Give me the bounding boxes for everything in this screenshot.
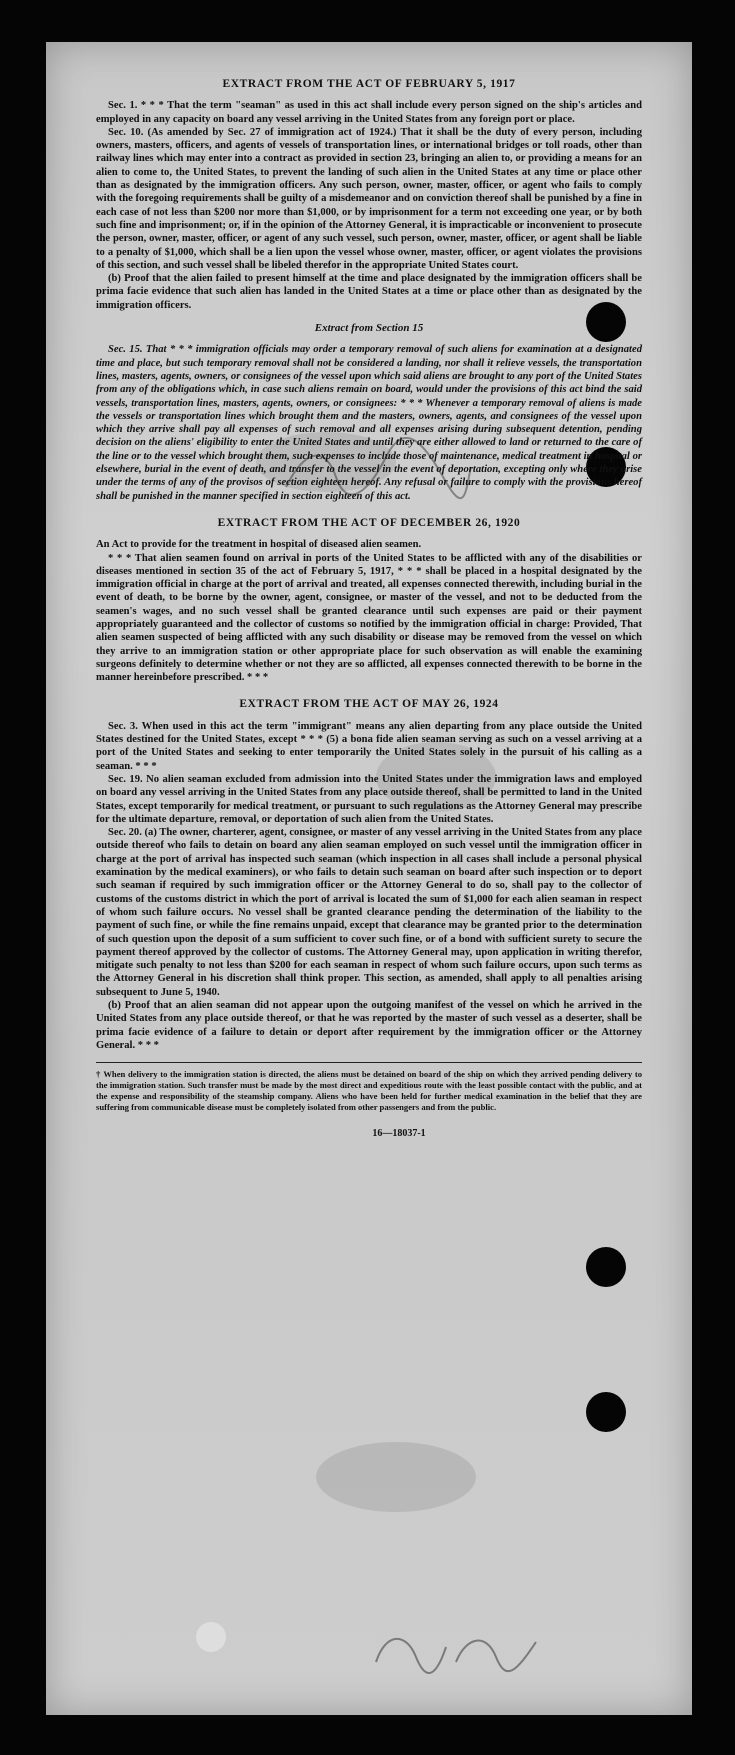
section-10-b: (b) Proof that the alien failed to present himself at the time and place designated by the immigration officers shall be prima facie evidence that such alien has landed in the United States at a time or place other than as designated by the immigration officers. xyxy=(96,273,642,311)
heading-act-1920: EXTRACT FROM THE ACT OF DECEMBER 26, 1920 xyxy=(217,516,521,529)
punch-hole xyxy=(586,1392,626,1432)
section-3: Sec. 3. When used in this act the term "immigrant" means any alien departing from any place outside the United States destined for the United States, except * * * (5) a bona fide alien seaman serving as such on a vessel arriving at a port of the United States and seeking to enter temporarily the United States solely in the pursuit of his calling as a seaman. * * * xyxy=(96,720,642,772)
section-20-b: (b) Proof that an alien seaman did not appear upon the outgoing manifest of the vessel on which he arrived in the United States from any place outside thereof, or that he was reported by the master of such vessel as a deserter, shall be prima facie evidence of a failure to detain or deport after requirement by the immigration officer or the Attorney General. * * * xyxy=(96,1000,642,1051)
act-1920-body: * * * That alien seamen found on arrival in ports of the United States to be afflicted with any of the disabilities or diseases mentioned in section 35 of the act of February 5, 1917, * * * shall be placed in a hospital designated by the immigration official in charge at the port of arrival and treated, all expenses connected therewith, including burial in the event of death, to be borne by the owner, agent, consignee, or master of the vessel, and not to be deducted from the seamen's wages, and no such vessel shall be granted clearance until such expenses are paid or their payment appropriately guaranteed and the collector of customs so notified by the immigration official in charge: Provided, That alien seamen suspected of being afflicted with any such disability or disease may be removed from the vessel on which they arrive to an immigration station or other appropriate place for such observation as will enable the examining surgeons definitely to determine whether or not they are so afflicted, all expenses connected therewith to be borne in the manner hereinbefore prescribed. * * * xyxy=(96,552,642,684)
act-1920-intro: An Act to provide for the treatment in hospital of diseased alien seamen. xyxy=(96,539,422,551)
section-1: Sec. 1. * * * That the term "seaman" as used in this act shall include every person signed on the ship's articles and employed in any capacity on board any vessel arriving in the United States from any foreign port or place. xyxy=(96,100,642,125)
heading-act-1924: EXTRACT FROM THE ACT OF MAY 26, 1924 xyxy=(239,698,499,711)
document-page xyxy=(46,42,692,1715)
section-15: Sec. 15. That * * * immigration officials may order a temporary removal of such aliens for examination at a designated time and place, but such temporary removal shall not be considered a landing, nor shall it relieve vessels, the transportation lines, masters, agents, owners, or consignees of the vessel upon which said aliens are brought to any port of the United States from any of the obligations which, in case such aliens remain on board, would under the provisions of this act bind the said vessels, transportation lines, masters, agents, owners, or consignees: * * * Whenever a temporary removal of aliens is made the vessels or transportation lines which brought them and the masters, owners, agents, and consignees of the vessel upon which they arrive shall pay all expenses of such removal and all expenses arising during subsequent detention, pending decision on the aliens' eligibility to enter the United States and until they are either allowed to land or returned to the care of the line or to the vessel which brought them, such expenses to include those of maintenance, medical treatment in hospital or elsewhere, burial in the event of death, and transfer to the vessel in the event of deportation, excepting only where they arise under the terms of any of the provisos of section eighteen hereof. Any refusal or failure to comply with the provisions hereof shall be punished in the manner specified in section eighteen of this act. xyxy=(96,344,642,502)
section-19: Sec. 19. No alien seaman excluded from admission into the United States under the immigration laws and employed on board any vessel arriving in the United States from any place outside thereof, shall be permitted to land in the United States, except temporarily for medical treatment, or pursuant to such regulations as the Attorney General may prescribe for the ultimate departure, removal, or deportation of such alien from the United States. xyxy=(96,773,642,825)
signature-mark xyxy=(366,1622,546,1682)
section-10: Sec. 10. (As amended by Sec. 27 of immigration act of 1924.) That it shall be the duty of every person, including owners, masters, officers, and agents of vessels of transportation lines, or international bridges or toll roads, other than railway lines which may enter into a contract as provided in section 23, bringing an alien to, or providing a means for an alien to come to, the United States, to prevent the landing of such alien in the United States at any time or place other than as designated by the immigration officers. Any such person, owner, master, officer, or agent who fails to comply with the foregoing requirements shall be guilty of a misdemeanor and on conviction thereof shall be punished by a fine in each case of not less than $200 nor more than $1,000, or by imprisonment for a term not exceeding one year, or by both such fine and imprisonment; or, if in the opinion of the Attorney General, it is impracticable or inconvenient to prosecute the person, owner, master, officer, or agent of any such vessel, such person, owner, master, officer, or agent shall be liable to a penalty of $1,000, which shall be a lien upon the vessel whose owner, master, officer, or agent violates the provisions of this section, and such vessel shall be libeled therefor in the appropriate United States court. xyxy=(96,126,642,271)
section-20: Sec. 20. (a) The owner, charterer, agent, consignee, or master of any vessel arriving in the United States from any place outside thereof who fails to detain on board any alien seaman employed on such vessel until the immigration officer in charge at the port of arrival has inspected such seaman (which inspection in all cases shall include a personal physical examination by the medical examiners), or who fails to detain such seaman on board after such inspection or to deport such seaman if required by such immigration officer or the Attorney General to do so, shall pay to the collector of customs of the customs district in which the port of arrival is located the sum of $1,000 for each alien seaman in respect of whom such failure occurs. No vessel shall be granted clearance pending the determination of the liability to the payment of such fine, or while the fine remains unpaid, except that clearance may be granted prior to the determination of such question upon the deposit of a sum sufficient to cover such fine, or of a bond with sufficient surety to secure the payment thereof approved by the collector of customs. The Attorney General may, upon application in writing therefor, mitigate such penalty to not less than $200 for each seaman in respect of whom such failure occurs, upon such terms as the Attorney General in his discretion shall think proper. This section, as amended, shall apply to all penalties arising subsequent to June 5, 1940. xyxy=(96,827,642,998)
extract-section-15-heading: Extract from Section 15 xyxy=(314,322,424,335)
punch-hole xyxy=(586,1247,626,1287)
heading-act-1917: EXTRACT FROM THE ACT OF FEBRUARY 5, 1917 xyxy=(222,78,516,90)
document-text xyxy=(96,78,642,1140)
form-number: 16—18037-1 xyxy=(372,1128,426,1140)
footnote: † When delivery to the immigration station is directed, the aliens must be detained on board of the ship on which they arrived pending delivery to the immigration station. Such transfer must be made by the most direct and expeditious route with the least possible contact with the public, and at the expense and responsibility of the steamship company. Aliens who have been held for further medical examination in the belief that they are suffering from communicable disease must be completely isolated from other passengers and from the public. xyxy=(96,1062,642,1113)
